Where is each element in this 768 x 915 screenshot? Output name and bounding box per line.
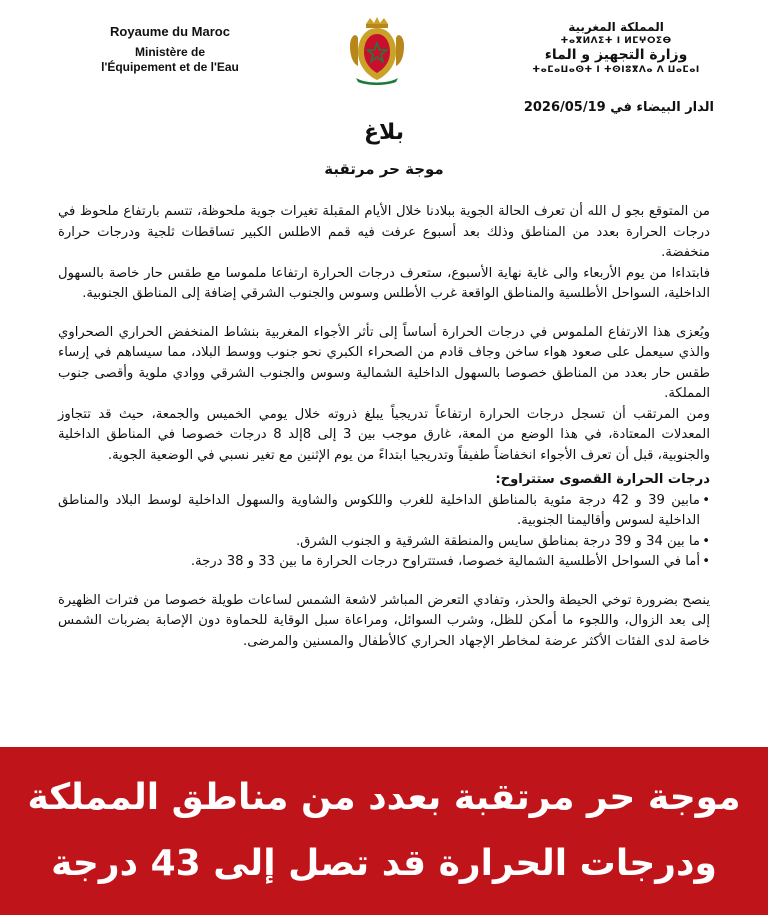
fr-ministry-line1: Ministère de [134, 45, 206, 59]
banner-line-2: ودرجات الحرارة قد تصل إلى 43 درجة [51, 843, 717, 884]
fr-kingdom-name: Royaume du Maroc [110, 24, 230, 39]
paragraph-gap [58, 305, 710, 323]
temperature-bullet-3: • أما في السواحل الأطلسية الشمالية خصوصا، فستتراوح درجات الحرارة ما بين 33 و 38 درجة. [58, 552, 710, 573]
ar-kingdom-name: المملكة المغربية [568, 20, 664, 34]
arabic-letterhead [516, 20, 716, 76]
banner-line-1: موجة حر مرتقبة بعدد من مناطق المملكة [27, 777, 741, 818]
max-temperatures-heading: درجات الحرارة القصوى ستتراوح: [495, 472, 710, 487]
fr-ministry-line2: l'Équipement et de l'Eau [101, 60, 239, 74]
tifinagh-kingdom-name: ⵜⴰⴳⵍⴷⵉⵜ ⵏ ⵍⵎⵖⵔⵉⴱ [560, 36, 672, 46]
document-body [58, 202, 710, 652]
paragraph-2: فابتداءا من يوم الأربعاء والى غاية نهاية الأسبوع، ستعرف درجات الحرارة ارتفاعا ملموسا مع طقس حار خاصة بالسهول الداخلية، السواحل الأطلسية والمناطق الواقعة غرب الأطلس وسوس والجنوب الشرقي إضافة إلى المناطق الجنوبية. [58, 265, 710, 301]
paragraph-1: من المتوقع بجو ل الله أن تعرف الحالة الجوية ببلادنا خلال الأيام المقبلة تغيرات جوية ملحوظة، تتسم بارتفاع ملحوظ في درجات الحرارة بعدد من المناطق وذلك بعد أسبوع عرفت فيه قمم الاطلس الكبير تساقطات ثلجية ودرجات حرارة منخفضة. [58, 204, 710, 260]
document-title: بلاغ [364, 120, 404, 145]
letterhead [0, 0, 768, 100]
temperature-bullet-2: • ما بين 34 و 39 درجة بمناطق سايس والمنطقة الشرقية و الجنوب الشرق. [58, 532, 710, 553]
temperature-bullet-1: • مابين 39 و 42 درجة مئوية بالمناطق الداخلية للغرب واللكوس والشاوية والسهول الداخلية لوسط البلاد والمناطق الداخلية لسوس وأقاليمنا الجنوبية. [58, 491, 710, 532]
headline-banner [0, 747, 768, 915]
paragraph-advice: ينصح بضرورة توخي الحيطة والحذر، وتفادي التعرض المباشر لاشعة الشمس لساعات طويلة خصوصا من فترات الظهيرة إلى بعد الزوال، واللجوء ما أمكن للظل، وشرب السوائل، ومراعاة سبل الوقاية للحماوة دون الإصابة بضربات الشمس خاصة لدى الفئات الأكثر عرضة لمخاطر الإجهاد الحراري كالأطفال والمسنين والمرضى. [58, 592, 710, 649]
paragraph-4: ومن المرتقب أن تسجل درجات الحرارة ارتفاعاً تدريجياً يبلغ ذروته خلال يومي الخميس والجمعة، حيث قد تتجاوز المعدلات المعتادة، في هذا الوضع من المعة، غارق موجب بين 3 إلى 8إلد 8 درجات خصوصا في المناطق الداخلية والجنوبية، قبل أن تعرف الأجواء انخفاضاً طفيفاً وتدريجيا ابتداءً من يوم الإثنين مع تغير نسبي في الوضعية الجوية. [58, 406, 710, 463]
date-line: الدار البيضاء في 2026/05/19 [523, 100, 714, 115]
tifinagh-ministry-name: ⵜⴰⵎⴰⵡⴰⵙⵜ ⵏ ⵜⵙⵏⵓⴳⴷⴰ ⴷ ⵡⴰⵎⴰⵏ [532, 65, 700, 75]
document-subtitle: موجة حر مرتقبة [324, 160, 444, 178]
french-letterhead [80, 24, 260, 75]
paragraph-3: ويُعزى هذا الارتفاع الملموس في درجات الحرارة أساساً إلى تأثر الأجواء المغربية بنشاط المنخفض الحراري الصحراوي والذي سيعمل على صعود هواء ساخن وجاف قادم من الصحراء الكبري نحو جنوب ووسط البلاد، مما سيساهم في إرساء طقس حار بعدد من المناطق خصوصا بالسهول الداخلية الشمالية وسوس والجنوب الشرقي ووادي ملوية وأقصى جنوب المملكة. [58, 324, 710, 401]
royal-coat-of-arms-icon [346, 16, 408, 86]
temperature-list [58, 491, 710, 573]
paragraph-gap [58, 573, 710, 591]
ar-ministry-name: وزارة التجهيز و الماء [544, 47, 688, 63]
